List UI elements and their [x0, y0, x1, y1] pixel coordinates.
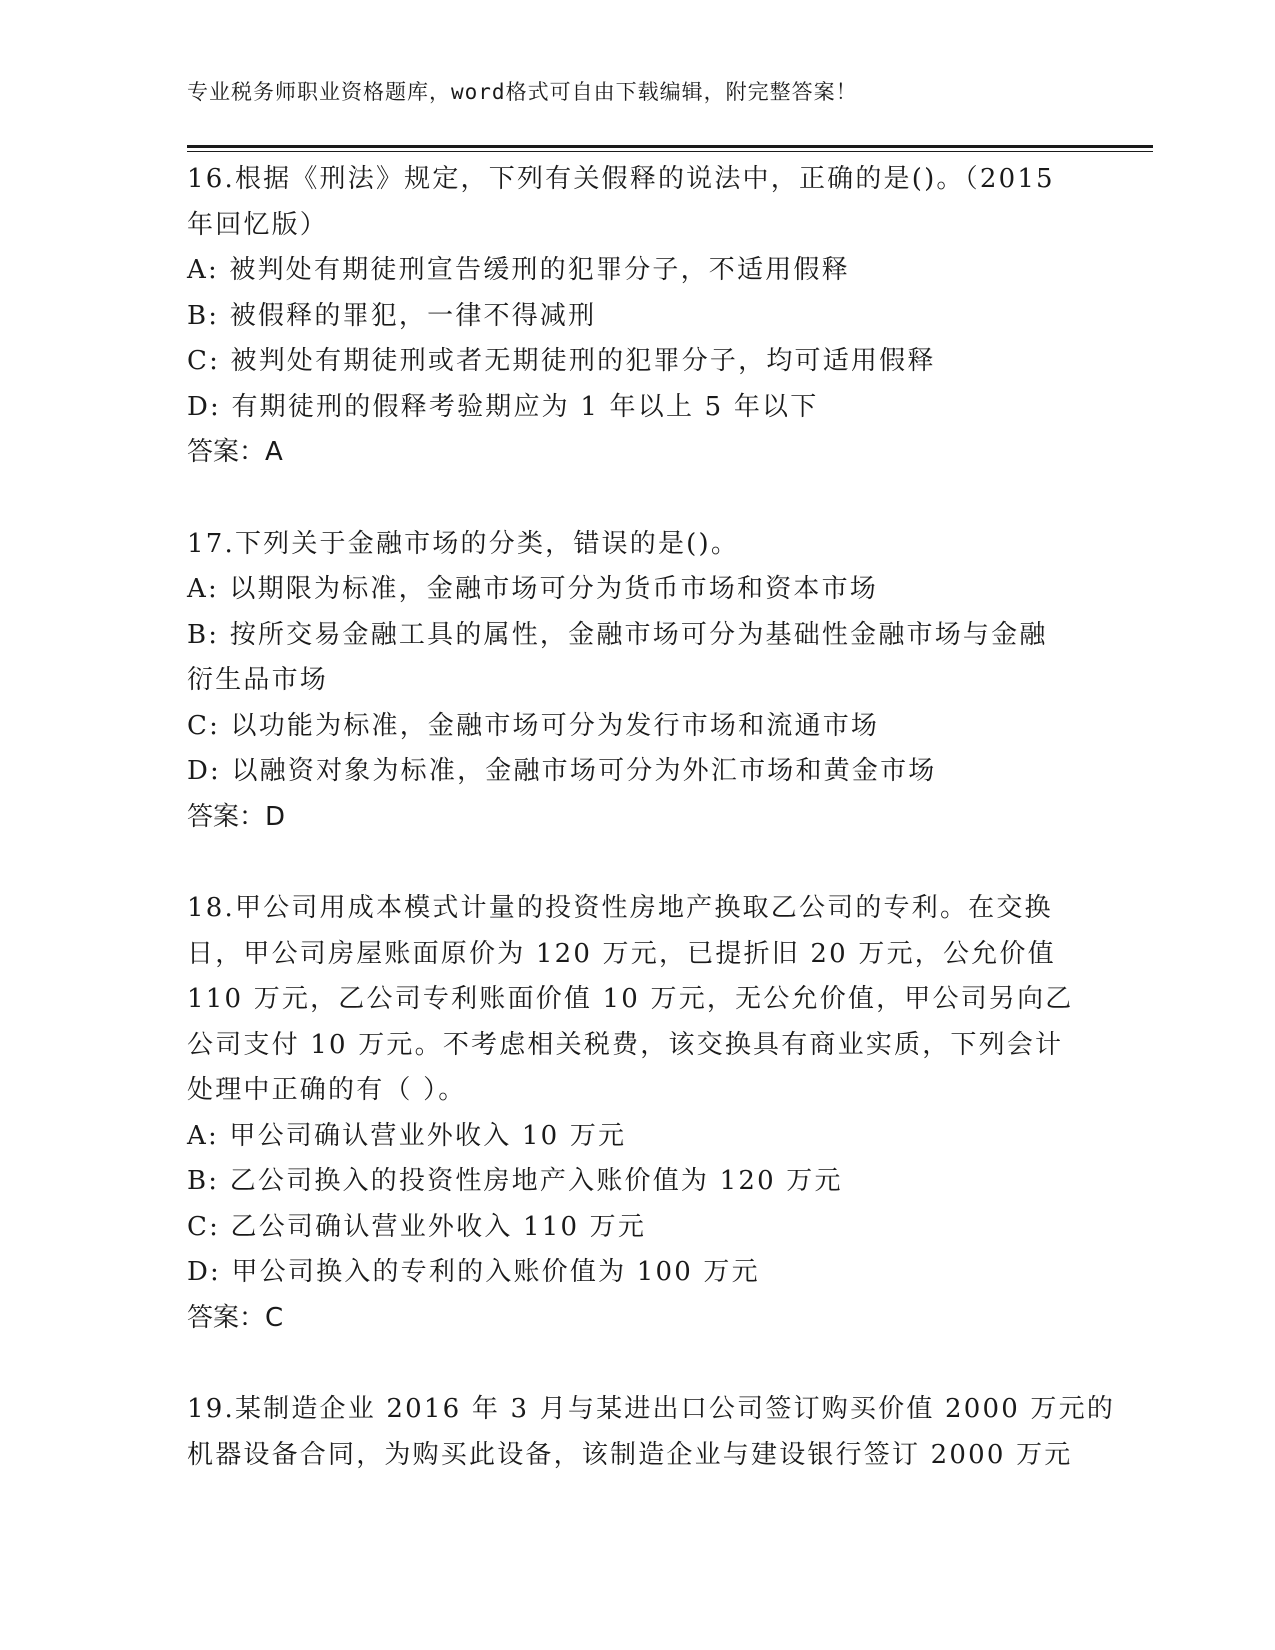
header-rule-thin	[187, 151, 1153, 152]
option-c: C: 乙公司确认营业外收入 110 万元	[187, 1211, 647, 1242]
question-line: 110 万元，乙公司专利账面价值 10 万元，无公允价值，甲公司另向乙	[187, 984, 1074, 1014]
option-a: A: 以期限为标准，金融市场可分为货币市场和资本市场	[187, 574, 879, 604]
question-line: 处理中正确的有（ ）。	[187, 1075, 467, 1105]
answer-line: 答案：A	[187, 437, 283, 467]
question-line: 18.甲公司用成本模式计量的投资性房地产换取乙公司的专利。在交换	[187, 893, 1053, 923]
option-b: B: 被假释的罪犯，一律不得减刑	[187, 300, 597, 331]
option-b-continued: 衍生品市场	[187, 665, 329, 695]
header-rule-thick	[187, 145, 1153, 148]
question-19	[187, 1387, 1116, 1478]
question-18	[187, 886, 1087, 1341]
option-c: C: 被判处有期徒刑或者无期徒刑的犯罪分子，均可适用假释	[187, 346, 936, 376]
question-line: 19.某制造企业 2016 年 3 月与某进出口公司签订购买价值 2000 万元的	[187, 1394, 1116, 1424]
question-line: 机器设备合同，为购买此设备，该制造企业与建设银行签订 2000 万元	[187, 1439, 1073, 1470]
option-b: B: 乙公司换入的投资性房地产入账价值为 120 万元	[187, 1166, 843, 1196]
option-a: A: 甲公司确认营业外收入 10 万元	[187, 1120, 627, 1151]
option-a: A: 被判处有期徒刑宣告缓刑的犯罪分子，不适用假释	[187, 255, 850, 285]
answer-line: 答案：C	[187, 1302, 284, 1333]
question-line: 公司支付 10 万元。不考虑相关税费，该交换具有商业实质，下列会计	[187, 1029, 1064, 1060]
question-17	[187, 522, 1087, 841]
question-list	[187, 157, 1116, 1524]
question-line: 年回忆版）	[187, 209, 329, 240]
option-d: D: 有期徒刑的假释考验期应为 1 年以上 5 年以下	[187, 391, 819, 422]
answer-line: 答案：D	[187, 801, 286, 832]
question-line: 17.下列关于金融市场的分类，错误的是()。	[187, 528, 740, 559]
option-d: D: 以融资对象为标准，金融市场可分为外汇市场和黄金市场	[187, 756, 937, 786]
option-d: D: 甲公司换入的专利的入账价值为 100 万元	[187, 1257, 760, 1287]
question-16	[187, 157, 1087, 476]
page-header-text: 专业税务师职业资格题库，word格式可自由下载编辑，附完整答案！	[187, 80, 858, 104]
question-line: 日，甲公司房屋账面原价为 120 万元，已提折旧 20 万元，公允价值	[187, 938, 1056, 969]
question-line: 16.根据《刑法》规定，下列有关假释的说法中，正确的是()。（2015	[187, 164, 1055, 194]
option-c: C: 以功能为标准，金融市场可分为发行市场和流通市场	[187, 710, 880, 741]
option-b: B: 按所交易金融工具的属性，金融市场可分为基础性金融市场与金融	[187, 619, 1048, 650]
